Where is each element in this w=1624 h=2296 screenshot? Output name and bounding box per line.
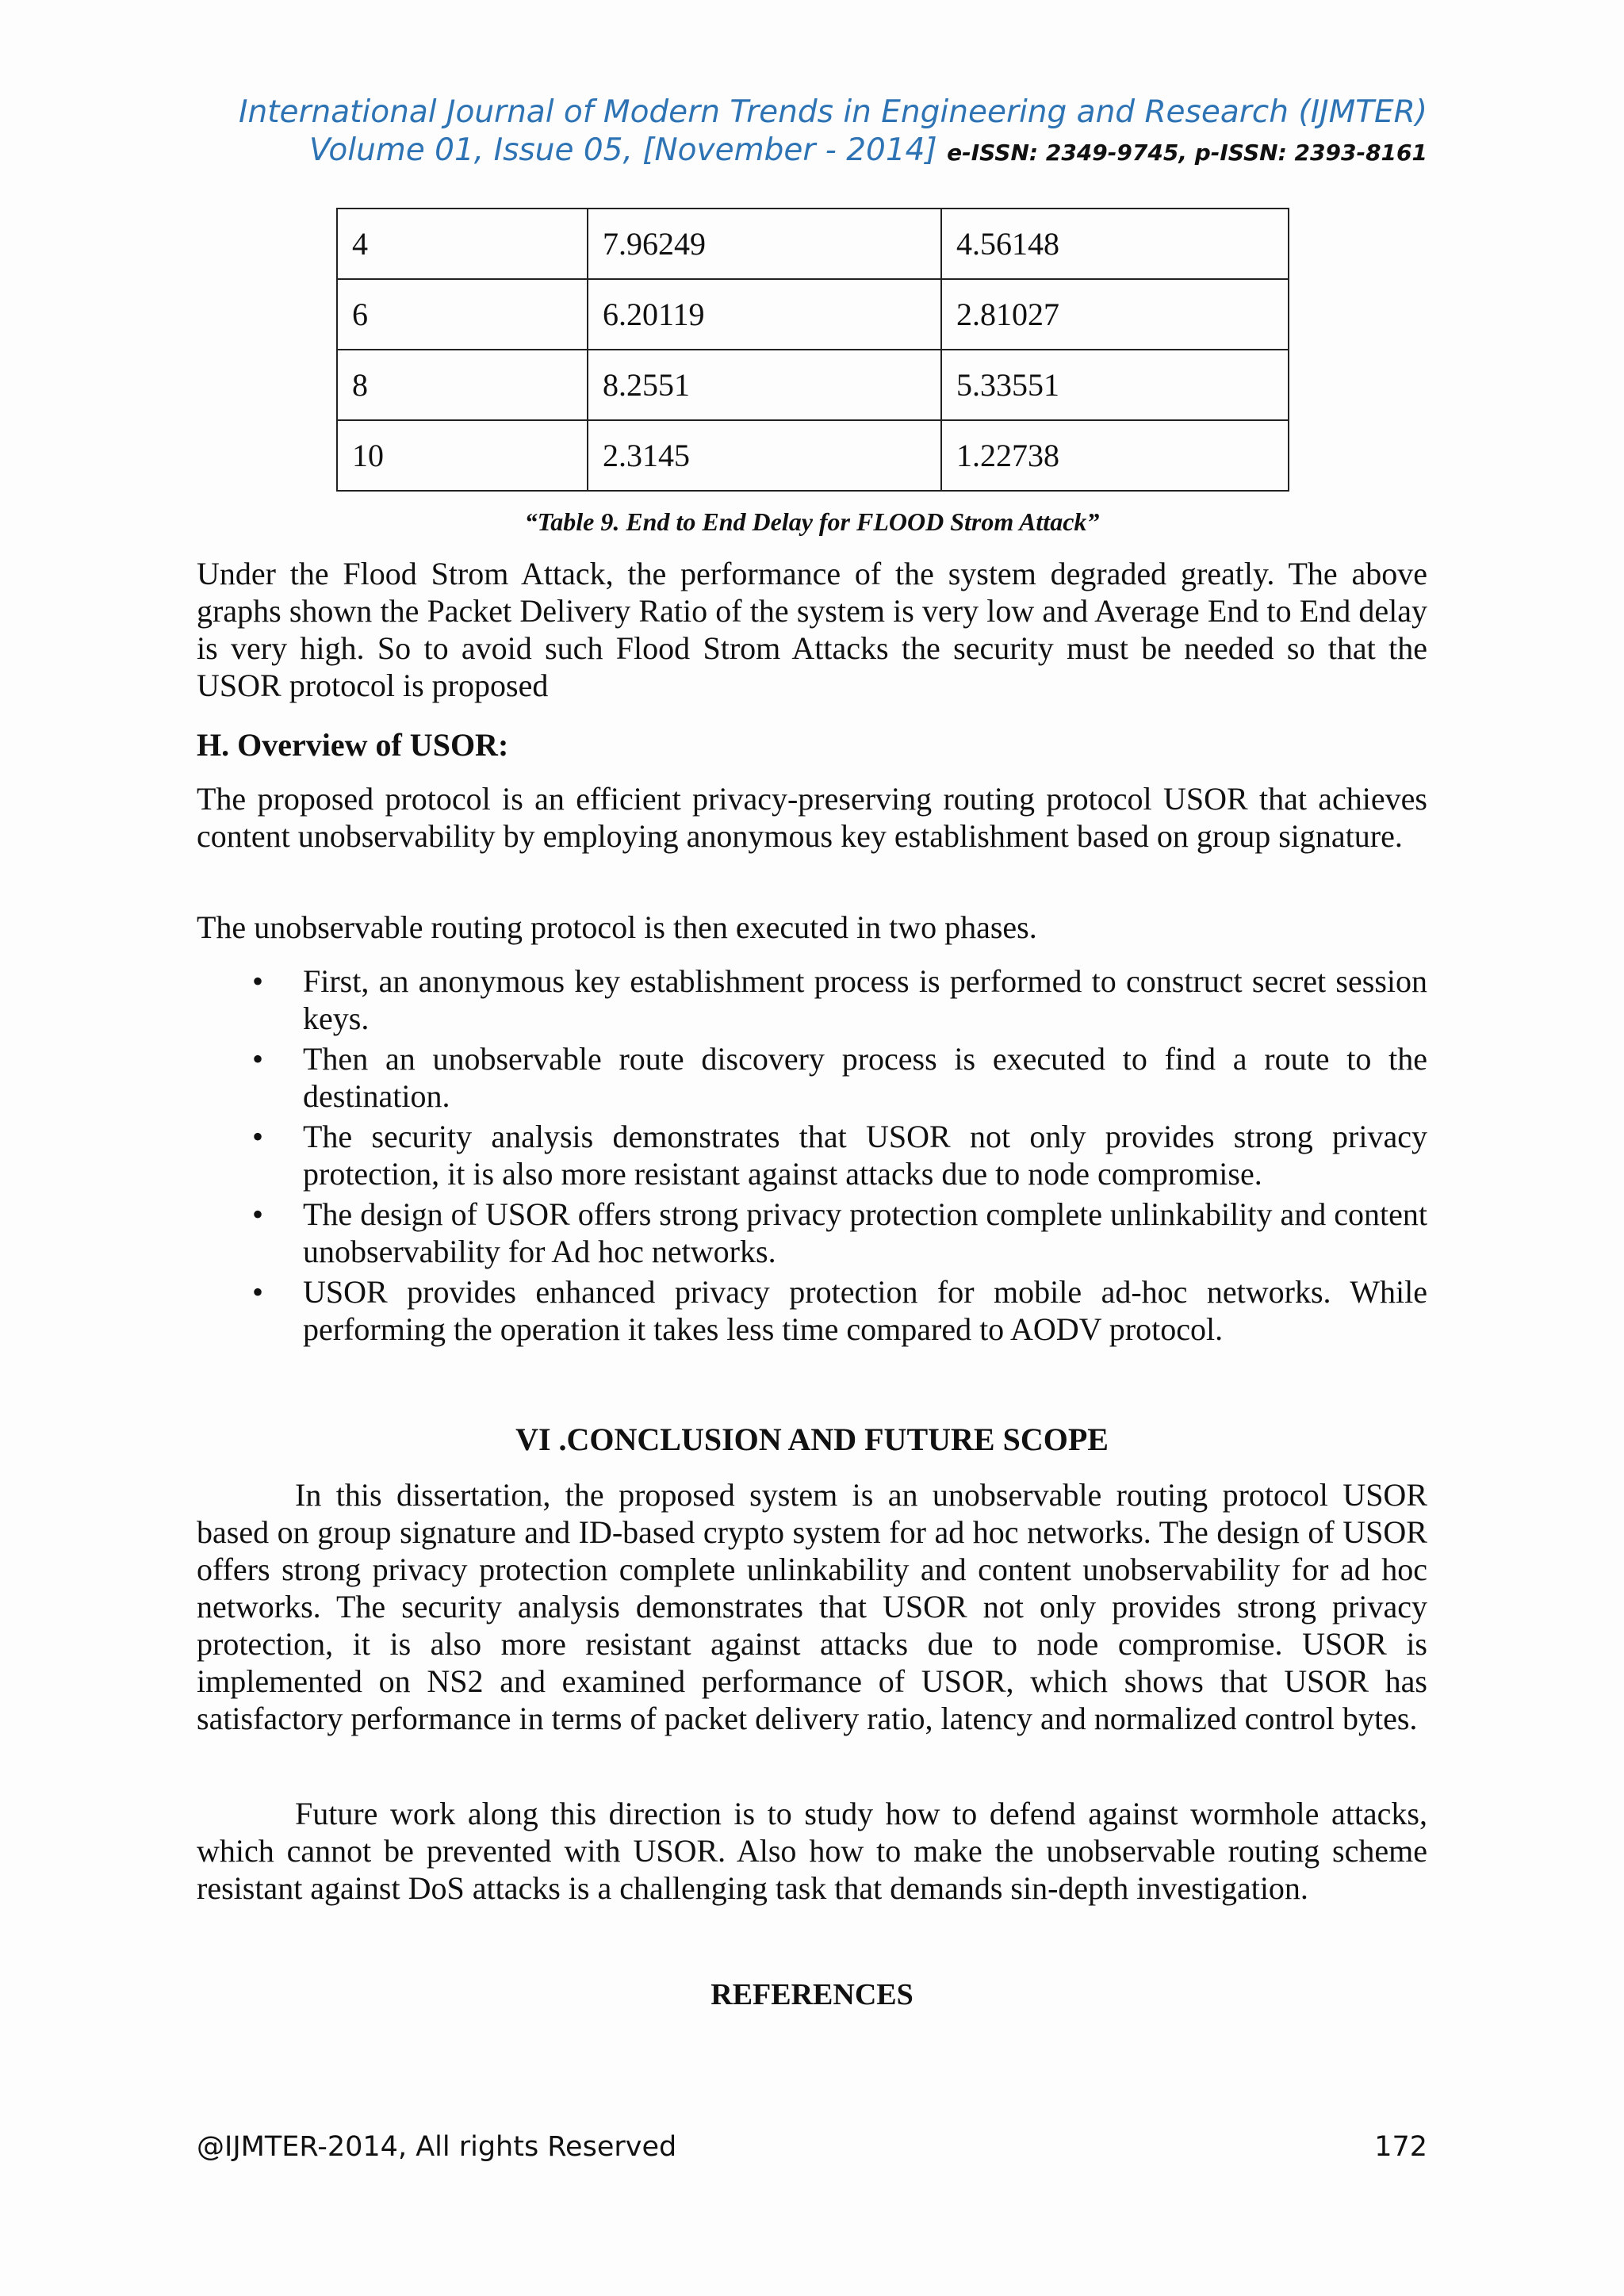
journal-issn: e-ISSN: 2349-9745, p-ISSN: 2393-8161 [947, 140, 1427, 166]
section-heading-h: H. Overview of USOR: [197, 727, 509, 763]
table-row [337, 350, 1289, 420]
journal-volume-line [0, 132, 1427, 172]
table-cell: 7.96249 [588, 209, 941, 279]
bullet-icon: • [252, 963, 264, 999]
paragraph-usor-intro: The proposed protocol is an efficient privacy-preserving routing protocol USOR that achieves content unobservability by employing anonymous key establishment based on group signature. [197, 781, 1427, 854]
footer-copyright: @IJMTER-2014, All rights Reserved [197, 2131, 677, 2163]
table-cell: 10 [337, 420, 588, 491]
bullet-icon: • [252, 1196, 264, 1232]
bullet-icon: • [252, 1041, 264, 1077]
references-heading: REFERENCES [710, 1978, 914, 2011]
journal-volume: Volume 01, Issue 05, [November - 2014] [308, 132, 937, 168]
list-item: • The security analysis demonstrates that USOR not only provides strong privacy protection, it is also more resistant against attacks due to node compromise. [252, 1119, 1427, 1192]
paragraph-conclusion: In this dissertation, the proposed system is an unobservable routing protocol USOR based on group signature and ID-based crypto system for ad hoc networks. The design of USOR offers strong privacy protection complete unlinkability and content unobservability for ad hoc networks. The security analysis demonstrates that USOR not only provides strong privacy protection, it is also more resistant against attacks due to node compromise. USOR is implemented on NS2 and examined performance of USOR, which shows that USOR has satisfactory performance in terms of packet delivery ratio, latency and normalized control bytes. [197, 1477, 1427, 1736]
table-cell: 1.22738 [941, 420, 1289, 491]
conclusion-heading: VI .CONCLUSION AND FUTURE SCOPE [515, 1422, 1109, 1457]
table-cell: 4 [337, 209, 588, 279]
paragraph-phases: The unobservable routing protocol is then executed in two phases. [197, 909, 1037, 945]
table-cell: 2.3145 [588, 420, 941, 491]
paragraph-flood-attack: Under the Flood Strom Attack, the performance of the system degraded greatly. The above graphs shown the Packet Delivery Ratio of the system is very low and Average End to End delay is very high. So to avoid such Flood Strom Attacks the security must be needed so that the USOR protocol is proposed [197, 556, 1427, 703]
table-cell: 4.56148 [941, 209, 1289, 279]
table-row [337, 279, 1289, 350]
delay-table [336, 208, 1289, 492]
list-item: • The design of USOR offers strong privacy protection complete unlinkability and content unobservability for Ad hoc networks. [252, 1196, 1427, 1269]
list-item: • First, an anonymous key establishment process is performed to construct secret session keys. [252, 963, 1427, 1036]
list-item: • USOR provides enhanced privacy protection for mobile ad-hoc networks. While performing the operation it takes less time compared to AODV protocol. [252, 1274, 1427, 1347]
bullet-list [197, 962, 1427, 1351]
journal-header [0, 94, 1427, 172]
table-row [337, 420, 1289, 491]
table-cell: 5.33551 [941, 350, 1289, 420]
table-cell: 6.20119 [588, 279, 941, 350]
paragraph-future-work: Future work along this direction is to study how to defend against wormhole attacks, which cannot be prevented with USOR. Also how to make the unobservable routing scheme resistant against DoS attacks is a challenging task that demands sin-depth investigation. [197, 1796, 1427, 1906]
table-row [337, 209, 1289, 279]
table-cell: 8.2551 [588, 350, 941, 420]
bullet-icon: • [252, 1119, 264, 1154]
table-cell: 2.81027 [941, 279, 1289, 350]
footer-page-number: 172 [1374, 2131, 1427, 2163]
bullet-icon: • [252, 1274, 264, 1310]
table-cell: 8 [337, 350, 588, 420]
list-item: • Then an unobservable route discovery process is executed to find a route to the destination. [252, 1041, 1427, 1114]
journal-title: International Journal of Modern Trends in Engineering and Research (IJMTER) [238, 94, 1427, 130]
table-caption: “Table 9. End to End Delay for FLOOD Strom Attack” [524, 507, 1100, 536]
table-cell: 6 [337, 279, 588, 350]
